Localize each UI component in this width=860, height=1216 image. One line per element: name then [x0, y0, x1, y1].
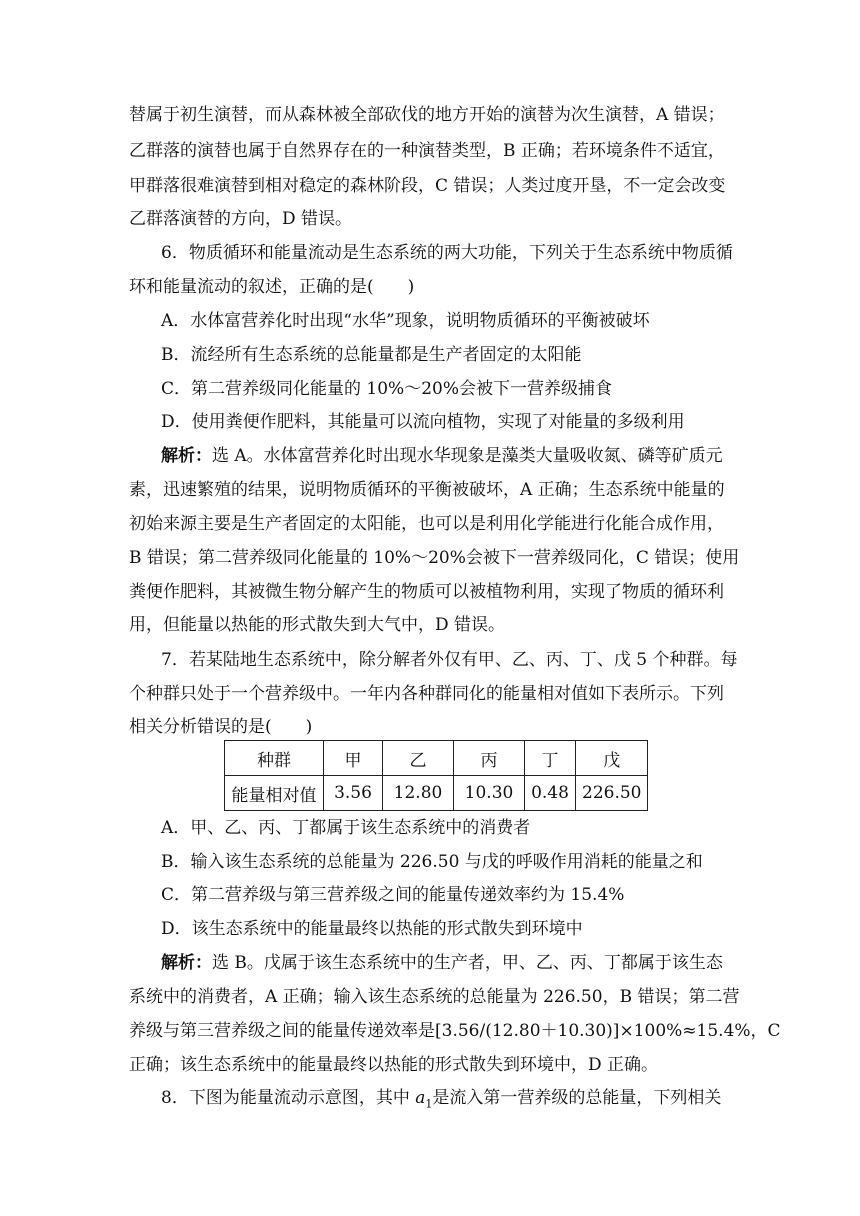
question-6-analysis: 用，但能量以热能的形式散失到大气中，D 错误。	[129, 615, 506, 635]
question-6-analysis	[161, 444, 735, 468]
text-line: 替属于初生演替，而从森林被全部砍伐的地方开始的演替为次生演替，A 错误；	[129, 105, 725, 125]
table-cell: 0.48	[525, 776, 576, 811]
question-7-option-c: C．第二营养级与第三营养级之间的能量传递效率约为 15.4%	[161, 885, 625, 905]
question-6-option-d: D．使用粪便作肥料，其能量可以流向植物，实现了对能量的多级利用	[161, 412, 685, 432]
analysis-text: 选 A。水体富营养化时出现水华现象是藻类大量吸收氮、磷等矿质元	[212, 446, 723, 466]
question-7-option-a: A．甲、乙、丙、丁都属于该生态系统中的消费者	[161, 818, 531, 838]
table-header-cell: 甲	[324, 741, 383, 776]
question-7-option-d: D．该生态系统中的能量最终以热能的形式散失到环境中	[161, 919, 583, 939]
energy-table	[224, 740, 648, 811]
table-row	[225, 776, 648, 811]
text-line: 乙群落演替的方向，D 错误。	[129, 209, 353, 229]
question-7-analysis	[161, 951, 735, 975]
variable-subscript: 1	[425, 1097, 433, 1111]
question-7-stem: 相关分析错误的是( )	[129, 717, 313, 737]
table-cell: 能量相对值	[225, 776, 324, 811]
question-6-option-c: C．第二营养级同化能量的 10%～20%会被下一营养级捕食	[161, 379, 612, 399]
table-header-cell: 丙	[454, 741, 525, 776]
question-7-analysis: 系统中的消费者，A 正确；输入该生态系统的总能量为 226.50，B 错误；第二营	[129, 987, 740, 1007]
table-cell: 226.50	[576, 776, 648, 811]
table-header-cell: 乙	[383, 741, 454, 776]
question-7-analysis: 养级与第三营养级之间的能量传递效率是[3.56/(12.80＋10.30)]×100%≈15.4%，C	[129, 1021, 781, 1041]
question-6-option-b: B．流经所有生态系统的总能量都是生产者固定的太阳能	[161, 345, 582, 365]
analysis-label: 解析：	[161, 446, 212, 466]
table-header-row	[225, 741, 648, 776]
table-header-cell: 丁	[525, 741, 576, 776]
question-6-analysis: B 错误；第二营养级同化能量的 10%～20%会被下一营养级同化，C 错误；使用	[129, 548, 740, 568]
question-7-analysis: 正确；该生态系统中的能量最终以热能的形式散失到环境中，D 正确。	[129, 1055, 659, 1075]
table-cell: 12.80	[383, 776, 454, 811]
question-8-stem	[161, 1086, 735, 1110]
question-6-stem: 环和能量流动的叙述，正确的是( )	[129, 277, 415, 297]
question-7-option-b: B．输入该生态系统的总能量为 226.50 与戊的呼吸作用消耗的能量之和	[161, 852, 703, 872]
question-6-option-a: A．水体富营养化时出现“水华”现象，说明物质循环的平衡被破坏	[161, 311, 650, 331]
question-6-analysis: 初始来源主要是生产者固定的太阳能，也可以是利用化学能进行化能合成作用，	[129, 514, 724, 534]
question-7-stem: 7．若某陆地生态系统中，除分解者外仅有甲、乙、丙、丁、戊 5 个种群。每	[161, 650, 738, 670]
variable-a: a	[415, 1088, 426, 1108]
table-header-cell: 戊	[576, 741, 648, 776]
analysis-label: 解析：	[161, 953, 212, 973]
question-7-stem: 个种群只处于一个营养级中。一年内各种群同化的能量相对值如下表所示。下列	[129, 684, 724, 704]
table-cell: 3.56	[324, 776, 383, 811]
text-line: 乙群落的演替也属于自然界存在的一种演替类型，B 正确；若环境条件不适宜，	[129, 141, 725, 161]
stem-text: 是流入第一营养级的总能量，下列相关	[432, 1088, 722, 1108]
question-6-stem: 6．物质循环和能量流动是生态系统的两大功能，下列关于生态系统中物质循	[161, 243, 733, 263]
table-header-cell: 种群	[225, 741, 324, 776]
question-6-analysis: 粪便作肥料，其被微生物分解产生的物质可以被植物利用，实现了物质的循环利	[129, 582, 724, 602]
stem-text: 8．下图为能量流动示意图，其中	[161, 1088, 416, 1108]
analysis-text: 选 B。戊属于该生态系统中的生产者，甲、乙、丙、丁都属于该生态	[212, 953, 723, 973]
question-6-analysis: 素，迅速繁殖的结果，说明物质循环的平衡被破坏，A 正确；生态系统中能量的	[129, 480, 725, 500]
table-cell: 10.30	[454, 776, 525, 811]
text-line: 甲群落很难演替到相对稳定的森林阶段，C 错误；人类过度开垦，不一定会改变	[129, 176, 726, 196]
